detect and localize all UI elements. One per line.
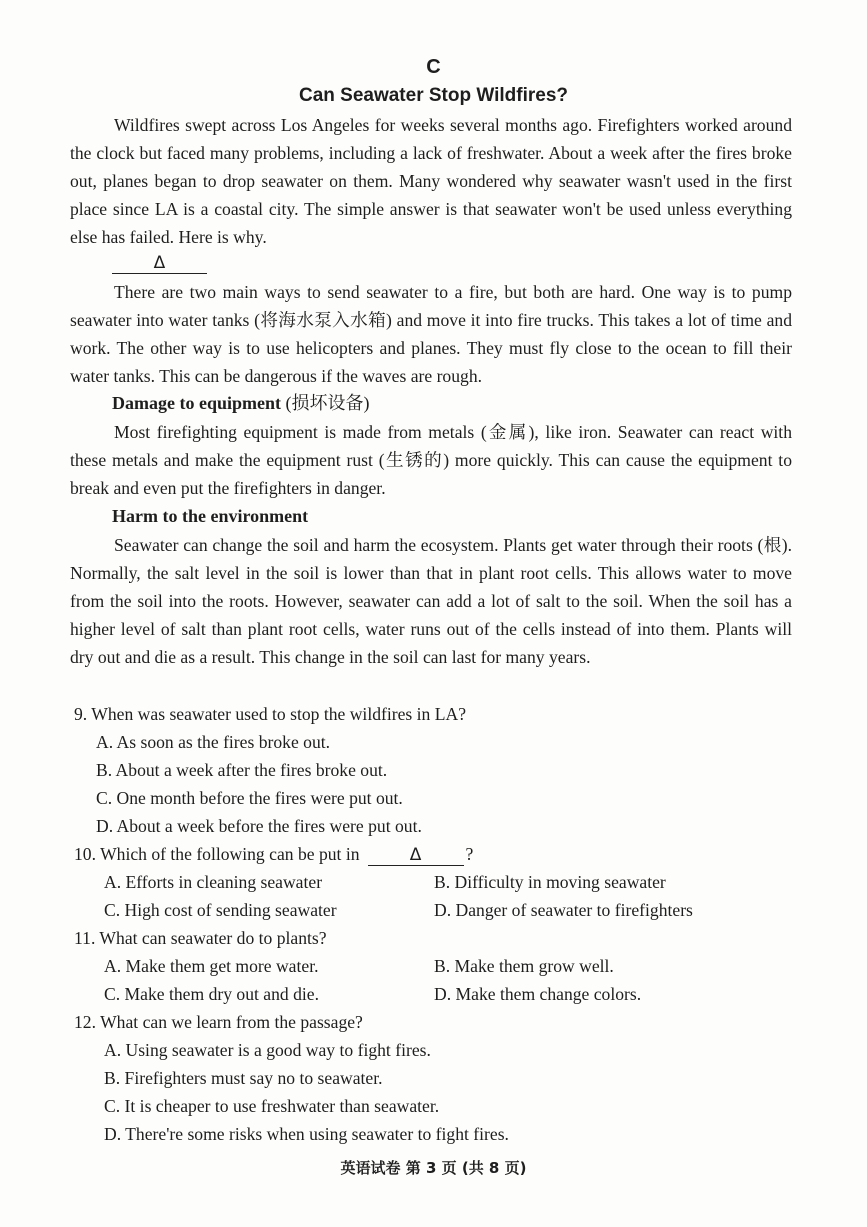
question-10-stem-text: 10. Which of the following can be put in xyxy=(74,844,360,864)
paragraph-intro: Wildfires swept across Los Angeles for weeks several months ago. Firefighters worked around the clock but faced many problems, including a lack of freshwater. About a week after the fires broke out, planes began to drop seawater on them. Many wondered why seawater wasn't used in the first place since LA is a coastal city. The simple answer is that seawater won't be used unless everything else has failed. Here is why. xyxy=(70,115,792,247)
question-11-option-d[interactable]: D. Make them change colors. xyxy=(434,984,642,1004)
heading-equipment-cn: (损坏设备) xyxy=(285,393,370,413)
gap-heading-blank: Δ xyxy=(112,253,207,274)
question-12-option-c[interactable]: C. It is cheaper to use freshwater than seawater. xyxy=(104,1096,440,1116)
question-11-stem: 11. What can seawater do to plants? xyxy=(74,928,327,948)
page-footer: 英语试卷 第 3 页 (共 8 页) xyxy=(340,1159,527,1177)
question-10-blank: Δ xyxy=(368,845,464,866)
question-12-option-a[interactable]: A. Using seawater is a good way to fight fires. xyxy=(104,1040,431,1060)
question-9-option-d[interactable]: D. About a week before the fires were put out. xyxy=(96,816,422,836)
heading-equipment-text: Damage to equipment xyxy=(112,393,281,413)
question-10-option-a[interactable]: A. Efforts in cleaning seawater xyxy=(104,872,323,892)
paragraph-equipment: Most firefighting equipment is made from metals (金属), like iron. Seawater can react with these metals and make the equipment rust (生锈的) more quickly. This can cause the equipment to break and even put the firefighters in danger. xyxy=(70,422,792,498)
question-11-option-c[interactable]: C. Make them dry out and die. xyxy=(104,984,319,1004)
question-12-option-b[interactable]: B. Firefighters must say no to seawater. xyxy=(104,1068,383,1088)
question-9-stem: 9. When was seawater used to stop the wildfires in LA? xyxy=(74,704,467,724)
question-10-stem-end: ? xyxy=(465,844,474,864)
heading-equipment xyxy=(112,389,370,417)
question-11-option-b[interactable]: B. Make them grow well. xyxy=(434,956,614,976)
heading-environment: Harm to the environment xyxy=(112,506,309,526)
question-10-option-b[interactable]: B. Difficulty in moving seawater xyxy=(434,872,666,892)
question-12-option-d[interactable]: D. There're some risks when using seawater to fight fires. xyxy=(104,1124,509,1144)
question-11-option-a[interactable]: A. Make them get more water. xyxy=(104,956,319,976)
question-9-option-a[interactable]: A. As soon as the fires broke out. xyxy=(96,732,331,752)
paragraph-environment: Seawater can change the soil and harm the ecosystem. Plants get water through their roots (根). Normally, the salt level in the soil is lower than that in plant root cells. This allows water to move from the soil into the roots. However, seawater can add a lot of salt to the soil. When the soil has a higher level of salt than plant root cells, water runs out of the cells instead of into them. Plants will dry out and die as a result. This change in the soil can last for many years. xyxy=(70,535,792,667)
question-10-option-c[interactable]: C. High cost of sending seawater xyxy=(104,900,337,920)
section-letter: C xyxy=(426,56,441,78)
question-9-option-b[interactable]: B. About a week after the fires broke out. xyxy=(96,760,388,780)
question-10-option-d[interactable]: D. Danger of seawater to firefighters xyxy=(434,900,693,920)
question-10-stem xyxy=(74,840,473,868)
question-9-option-c[interactable]: C. One month before the fires were put out. xyxy=(96,788,403,808)
paragraph-transport: There are two main ways to send seawater to a fire, but both are hard. One way is to pump seawater into water tanks (将海水泵入水箱) and move it into fire trucks. This takes a lot of time and work. The other way is to use helicopters and planes. They must fly close to the ocean to fill their water tanks. This can be dangerous if the waves are rough. xyxy=(70,282,792,386)
passage-title: Can Seawater Stop Wildfires? xyxy=(298,85,569,106)
question-12-stem: 12. What can we learn from the passage? xyxy=(74,1012,363,1032)
